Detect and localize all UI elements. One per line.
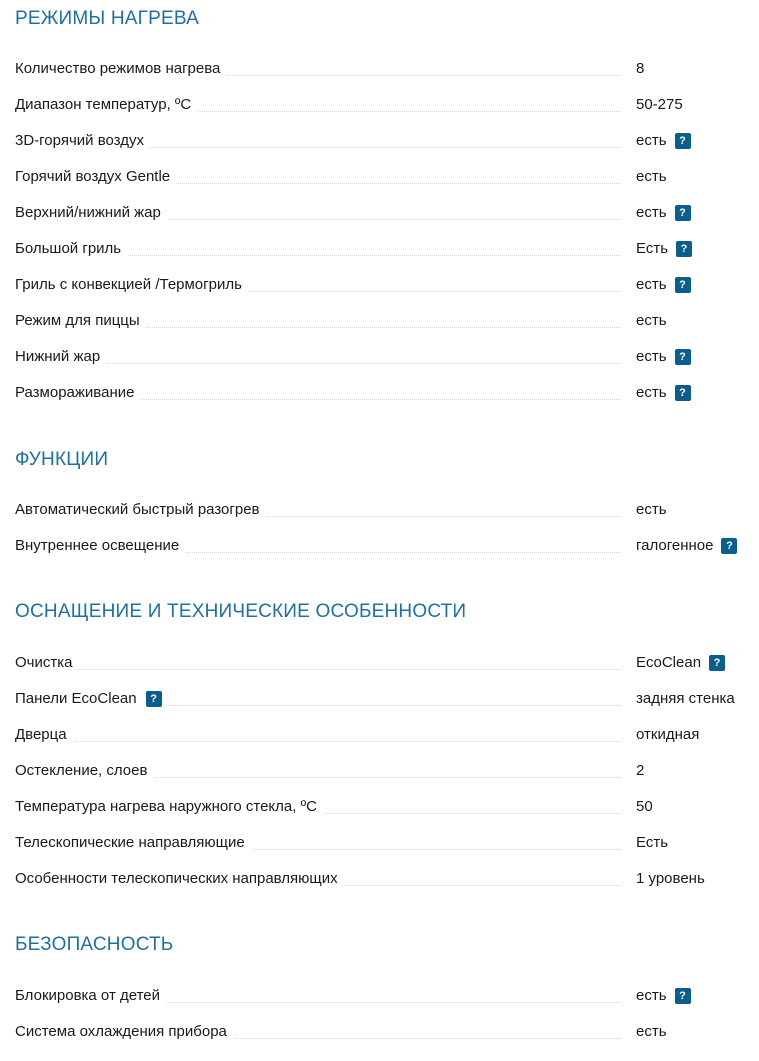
spec-row xyxy=(15,536,741,558)
spec-label: Автоматический быстрый разогрев xyxy=(15,500,266,520)
spec-value-text: 1 уровень xyxy=(636,870,705,887)
spec-label: Верхний/нижний жар xyxy=(15,203,167,223)
help-icon[interactable]: ? xyxy=(675,205,691,221)
spec-label: Гриль с конвекцией /Термогриль xyxy=(15,275,248,295)
spec-label: Внутреннее освещение xyxy=(15,536,185,556)
spec-row xyxy=(15,203,741,225)
spec-row xyxy=(15,689,741,711)
spec-label: Большой гриль xyxy=(15,239,127,259)
spec-row xyxy=(15,167,741,189)
spec-row xyxy=(15,761,741,783)
help-icon[interactable]: ? xyxy=(675,277,691,293)
spec-value xyxy=(636,725,699,745)
spec-value xyxy=(636,311,667,331)
spec-label: 3D-горячий воздух xyxy=(15,131,150,151)
spec-value xyxy=(636,869,705,889)
spec-value xyxy=(636,383,691,403)
spec-label: Телескопические направляющие xyxy=(15,833,251,853)
spec-label: Остекление, слоев xyxy=(15,761,153,781)
spec-value-text: 2 xyxy=(636,762,645,779)
spec-value xyxy=(636,59,644,79)
spec-value-text: Есть xyxy=(636,240,669,257)
spec-value xyxy=(636,167,667,187)
spec-row xyxy=(15,239,741,261)
spec-value xyxy=(636,689,735,709)
spec-label: Температура нагрева наружного стекла, ºС xyxy=(15,797,323,817)
spec-label: Дверца xyxy=(15,725,73,745)
spec-value-text: откидная xyxy=(636,726,700,743)
spec-value xyxy=(636,653,725,673)
spec-value-text: есть xyxy=(636,348,667,365)
spec-label: Количество режимов нагрева xyxy=(15,59,226,79)
help-icon[interactable]: ? xyxy=(721,538,737,554)
section-title-functions: ФУНКЦИИ xyxy=(15,449,109,470)
spec-row xyxy=(15,653,741,675)
spec-row xyxy=(15,275,741,297)
help-icon[interactable]: ? xyxy=(675,385,691,401)
spec-label: Особенности телескопических направляющих xyxy=(15,869,344,889)
spec-label xyxy=(15,689,168,709)
spec-value-text: есть xyxy=(636,132,667,149)
spec-value-text: есть xyxy=(636,312,667,329)
spec-row xyxy=(15,383,741,405)
spec-label: Блокировка от детей xyxy=(15,986,166,1006)
spec-label: Диапазон температур, ºC xyxy=(15,95,197,115)
spec-row xyxy=(15,986,741,1008)
spec-value xyxy=(636,203,691,223)
help-icon[interactable]: ? xyxy=(675,133,691,149)
spec-value xyxy=(636,986,691,1006)
help-icon[interactable]: ? xyxy=(676,241,692,257)
spec-row xyxy=(15,347,741,369)
spec-row xyxy=(15,797,741,819)
spec-value xyxy=(636,761,644,781)
dotted-leader xyxy=(15,741,621,742)
spec-label: Режим для пиццы xyxy=(15,311,146,331)
spec-label: Система охлаждения прибора xyxy=(15,1022,233,1042)
spec-value-text: есть xyxy=(636,501,667,518)
spec-value-text: задняя стенка xyxy=(636,690,735,707)
spec-label: Горячий воздух Gentle xyxy=(15,167,176,187)
spec-value-text: Есть xyxy=(636,834,669,851)
spec-value-text: есть xyxy=(636,276,667,293)
spec-value-text: EcoClean xyxy=(636,654,702,671)
help-icon[interactable]: ? xyxy=(675,988,691,1004)
spec-value xyxy=(636,536,737,556)
spec-value-text: 50-275 xyxy=(636,96,683,113)
spec-label: Очистка xyxy=(15,653,78,673)
spec-row xyxy=(15,95,741,117)
spec-value-text: 8 xyxy=(636,60,645,77)
spec-row xyxy=(15,59,741,81)
spec-value xyxy=(636,239,692,259)
spec-value xyxy=(636,95,683,115)
spec-row xyxy=(15,725,741,747)
section-title-equipment: ОСНАЩЕНИЕ И ТЕХНИЧЕСКИЕ ОСОБЕННОСТИ xyxy=(15,601,467,622)
spec-value-text: галогенное xyxy=(636,537,714,554)
spec-value-text: есть xyxy=(636,987,667,1004)
spec-value xyxy=(636,500,667,520)
spec-value xyxy=(636,275,691,295)
spec-label: Нижний жар xyxy=(15,347,106,367)
spec-row xyxy=(15,833,741,855)
spec-row xyxy=(15,869,741,891)
spec-value xyxy=(636,347,691,367)
spec-value xyxy=(636,797,653,817)
section-title-safety: БЕЗОПАСНОСТЬ xyxy=(15,934,174,955)
spec-value xyxy=(636,131,691,151)
spec-row xyxy=(15,131,741,153)
spec-value xyxy=(636,833,668,853)
spec-value-text: 50 xyxy=(636,798,653,815)
dotted-leader xyxy=(15,669,621,670)
spec-row xyxy=(15,311,741,333)
help-icon[interactable]: ? xyxy=(709,655,725,671)
spec-value-text: есть xyxy=(636,384,667,401)
spec-row xyxy=(15,1022,741,1044)
spec-value xyxy=(636,1022,667,1042)
spec-value-text: есть xyxy=(636,204,667,221)
spec-value-text: есть xyxy=(636,168,667,185)
spec-label: Размораживание xyxy=(15,383,140,403)
help-icon[interactable]: ? xyxy=(146,691,162,707)
spec-row xyxy=(15,500,741,522)
spec-label-text: Панели EcoClean xyxy=(15,690,137,707)
help-icon[interactable]: ? xyxy=(675,349,691,365)
spec-value-text: есть xyxy=(636,1023,667,1040)
section-title-heating-modes: РЕЖИМЫ НАГРЕВА xyxy=(15,8,200,29)
